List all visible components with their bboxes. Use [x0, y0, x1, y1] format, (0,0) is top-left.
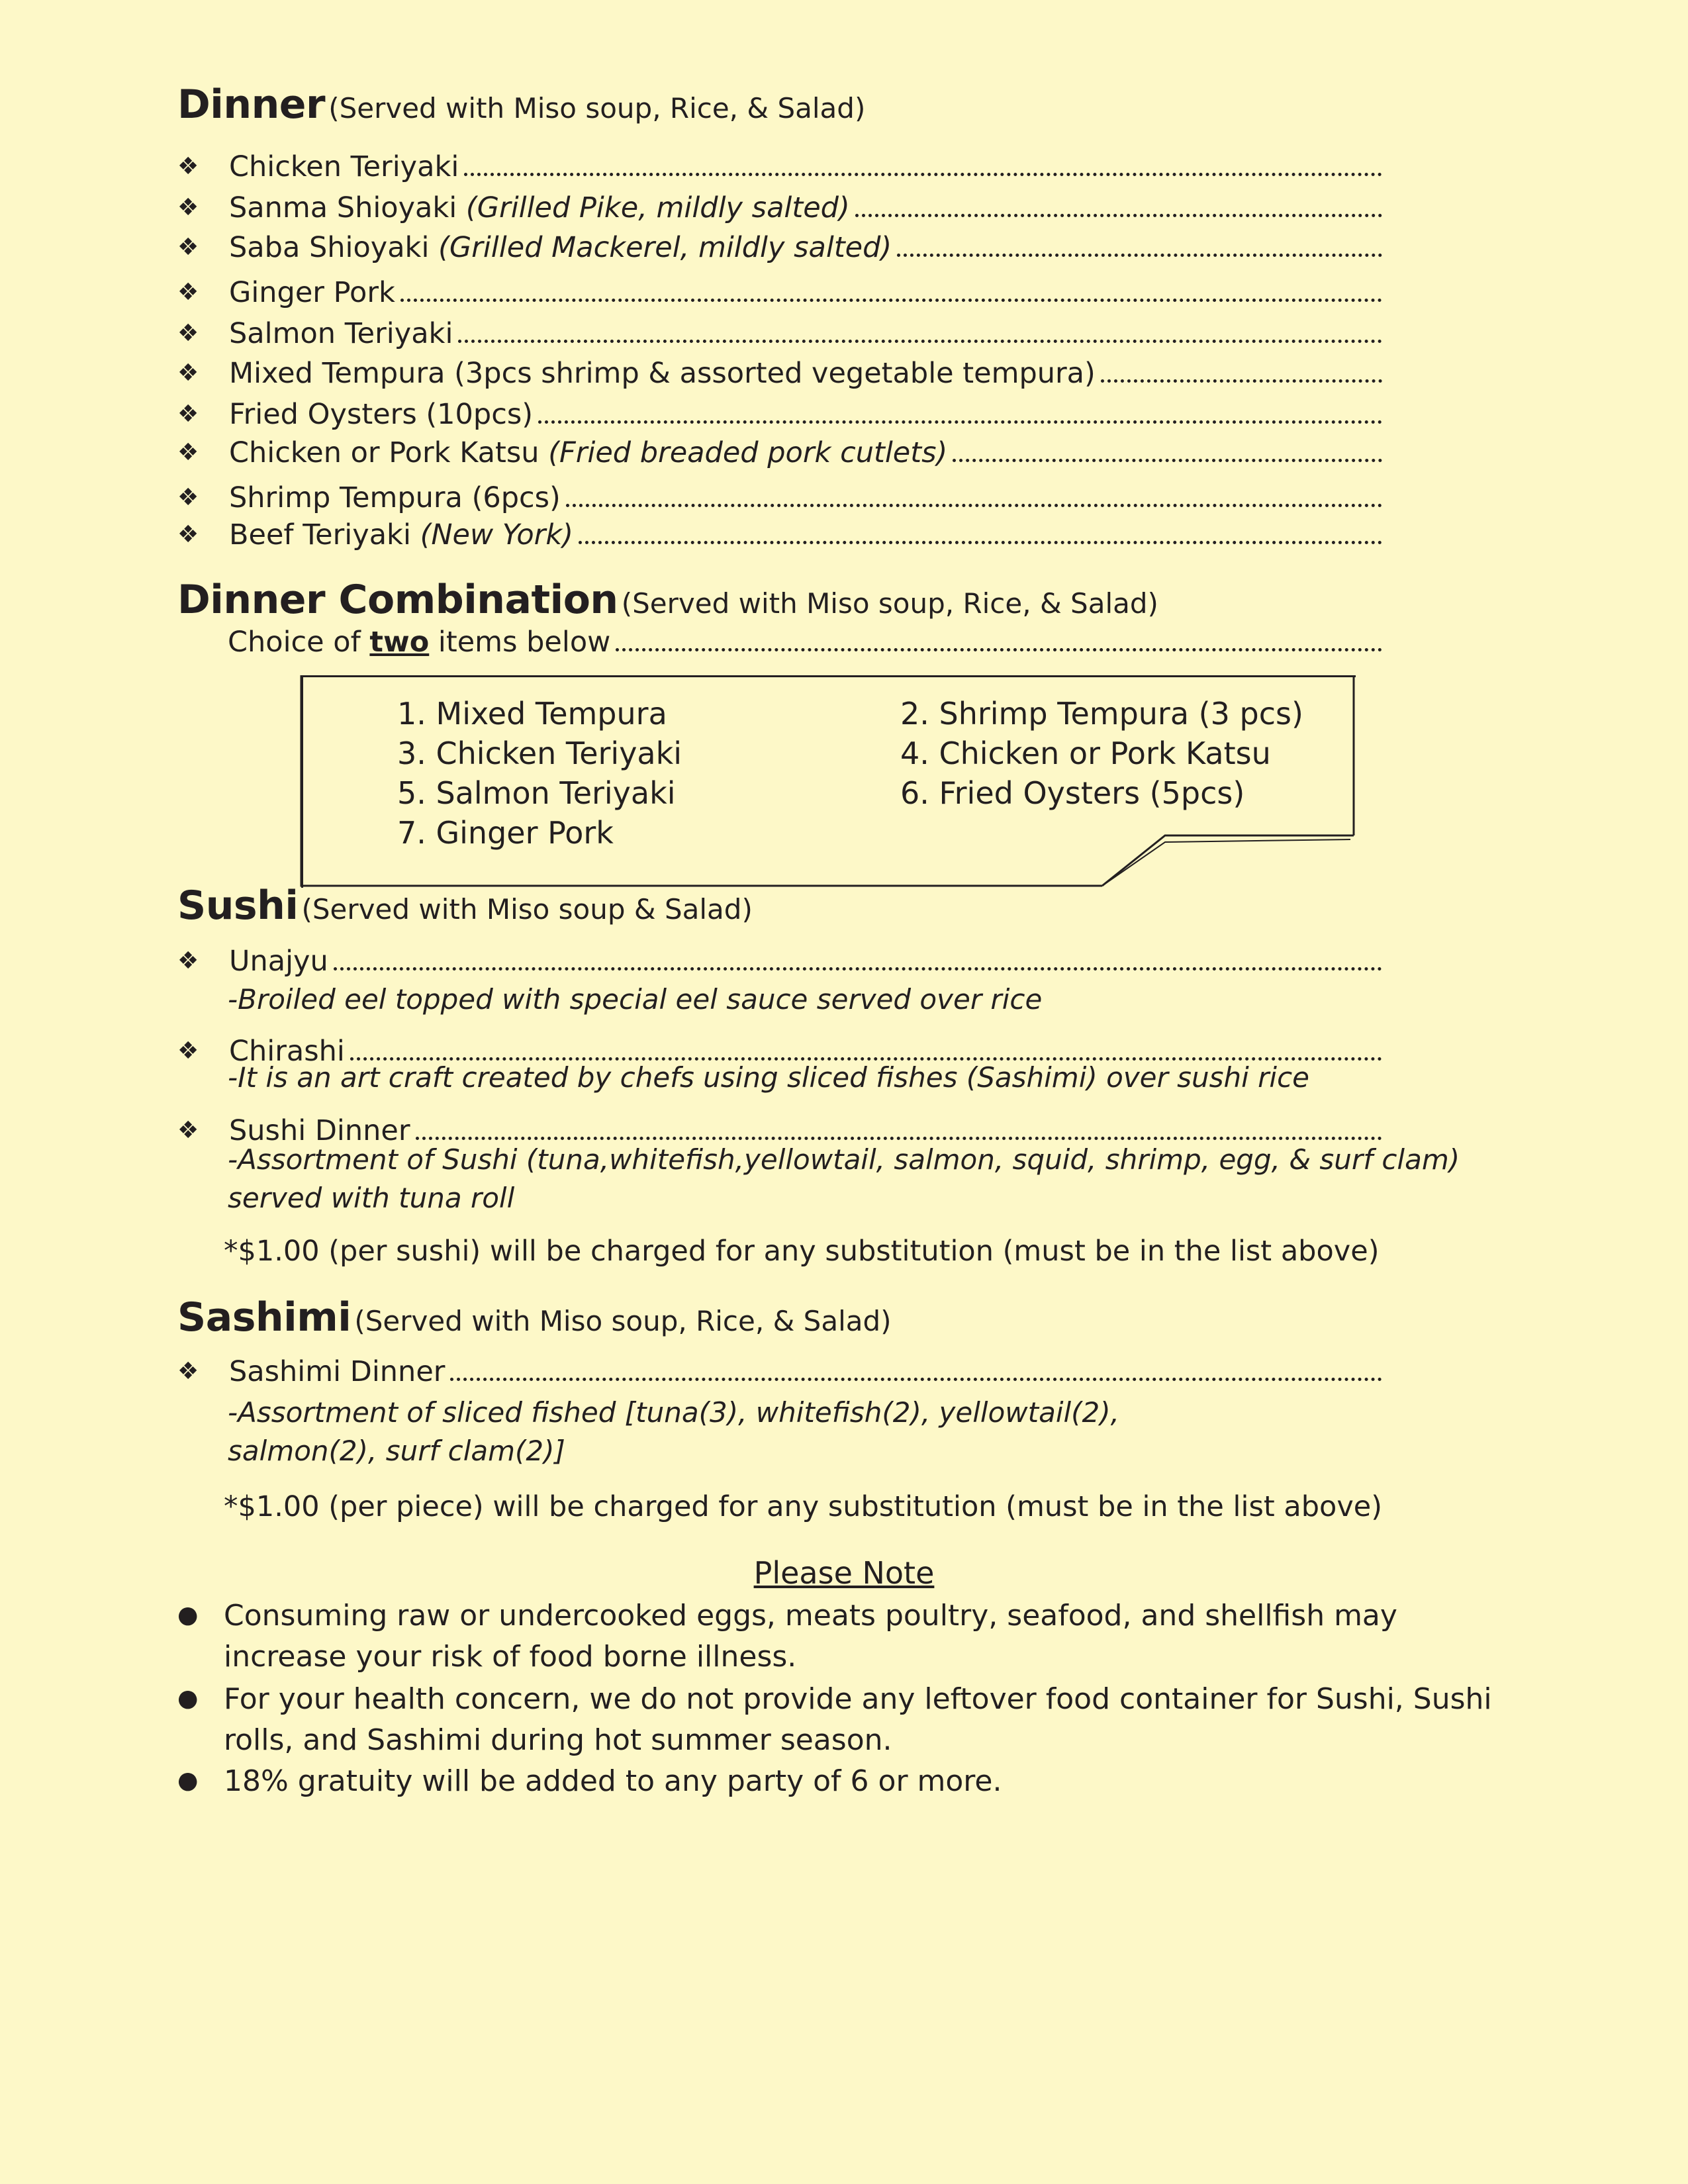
combination-option: 4. Chicken or Pork Katsu — [900, 736, 1271, 771]
sushi-item-description: -Broiled eel topped with special eel sauce served over rice — [228, 983, 1043, 1016]
sushi-item: ❖ Chirashi — [177, 1030, 1382, 1067]
dinner-item: ❖ Shrimp Tempura (6pcs) — [177, 477, 1382, 514]
sushi-item: ❖ Unajyu — [177, 940, 1382, 977]
four-diamond-bullet-icon: ❖ — [177, 1037, 199, 1065]
sashimi-item: ❖ Sashimi Dinner — [177, 1351, 1382, 1388]
round-bullet-icon: ● — [177, 1601, 199, 1629]
sushi-item-description: -It is an art craft created by chefs using sliced fishes (Sashimi) over sushi rice — [228, 1061, 1310, 1094]
four-diamond-bullet-icon: ❖ — [177, 279, 199, 306]
note-bullet-text: For your health concern, we do not provide any leftover food container for Sushi, Sushi rolls, and Sashimi during hot summer season. — [224, 1682, 1492, 1757]
four-diamond-bullet-icon: ❖ — [177, 194, 199, 221]
sushi-substitution-note: *$1.00 (per sushi) will be charged for any substitution (must be in the list above) — [224, 1235, 1380, 1268]
please-note-heading: Please Note — [753, 1555, 935, 1591]
dinner-subtitle: (Served with Miso soup, Rice, & Salad) — [328, 92, 866, 124]
sushi-title: Sushi — [177, 882, 299, 929]
sushi-item: ❖ Sushi Dinner — [177, 1110, 1382, 1147]
combination-option: 1. Mixed Tempura — [397, 696, 667, 732]
dinner-item: ❖ Salmon Teriyaki — [177, 312, 1382, 350]
dinner-item: ❖ Beef Teriyaki (New York) — [177, 514, 1382, 551]
dinner-item: ❖ Chicken or Pork Katsu (Fried breaded pork cutlets) — [177, 432, 1382, 469]
four-diamond-bullet-icon: ❖ — [177, 1117, 199, 1144]
dinner-item: ❖ Sanma Shioyaki (Grilled Pike, mildly salted) — [177, 187, 1382, 224]
sushi-item-description: -Assortment of Sushi (tuna,whitefish,yellowtail, salmon, squid, shrimp, egg, & surf clam) — [228, 1143, 1460, 1176]
combination-option: 6. Fried Oysters (5pcs) — [900, 775, 1245, 811]
sashimi-heading — [177, 1294, 892, 1341]
dinner-item: ❖ Chicken Teriyaki — [177, 146, 1382, 183]
combination-subtitle: (Served with Miso soup, Rice, & Salad) — [621, 587, 1158, 620]
sashimi-title: Sashimi — [177, 1294, 352, 1341]
dinner-item: ❖ Mixed Tempura (3pcs shrimp & assorted vegetable tempura) — [177, 352, 1382, 389]
note-bullet-text: Consuming raw or undercooked eggs, meats poultry, seafood, and shellfish may increase your risk of food borne illness. — [224, 1599, 1397, 1674]
four-diamond-bullet-icon: ❖ — [177, 439, 199, 466]
sashimi-subtitle: (Served with Miso soup, Rice, & Salad) — [354, 1305, 892, 1337]
sashimi-item-description: -Assortment of sliced fished [tuna(3), whitefish(2), yellowtail(2), — [228, 1396, 1120, 1429]
combination-title: Dinner Combination — [177, 577, 618, 623]
dot-leader — [450, 1378, 1382, 1381]
four-diamond-bullet-icon: ❖ — [177, 153, 199, 180]
combination-option: 3. Chicken Teriyaki — [397, 736, 682, 771]
four-diamond-bullet-icon: ❖ — [177, 947, 199, 974]
round-bullet-icon: ● — [177, 1685, 199, 1712]
sashimi-substitution-note: *$1.00 (per piece) will be charged for any substitution (must be in the list above) — [224, 1490, 1383, 1523]
sashimi-item-description: salmon(2), surf clam(2)] — [228, 1435, 565, 1467]
combination-choice-row: Choice of two items below — [228, 621, 1382, 658]
four-diamond-bullet-icon: ❖ — [177, 484, 199, 511]
four-diamond-bullet-icon: ❖ — [177, 401, 199, 428]
combination-option: 2. Shrimp Tempura (3 pcs) — [900, 696, 1303, 732]
four-diamond-bullet-icon: ❖ — [177, 1358, 199, 1385]
four-diamond-bullet-icon: ❖ — [177, 359, 199, 387]
four-diamond-bullet-icon: ❖ — [177, 320, 199, 347]
sushi-heading — [177, 882, 753, 929]
dinner-item: ❖ Ginger Pork — [177, 271, 1382, 309]
round-bullet-icon: ● — [177, 1767, 199, 1794]
combination-option: 5. Salmon Teriyaki — [397, 775, 676, 811]
sushi-subtitle: (Served with Miso soup & Salad) — [301, 893, 753, 926]
dot-leader — [350, 1057, 1382, 1061]
note-bullet-text: 18% gratuity will be added to any party of 6 or more. — [224, 1764, 1002, 1798]
dinner-item: ❖ Saba Shioyaki (Grilled Mackerel, mildly salted) — [177, 226, 1382, 263]
dinner-item: ❖ Fried Oysters (10pcs) — [177, 393, 1382, 430]
combination-option: 7. Ginger Pork — [397, 815, 614, 851]
dot-leader — [334, 967, 1382, 971]
dot-leader — [416, 1137, 1382, 1140]
dinner-title: Dinner — [177, 81, 326, 128]
four-diamond-bullet-icon: ❖ — [177, 234, 199, 261]
four-diamond-bullet-icon: ❖ — [177, 521, 199, 548]
sushi-item-description: served with tuna roll — [228, 1182, 515, 1214]
